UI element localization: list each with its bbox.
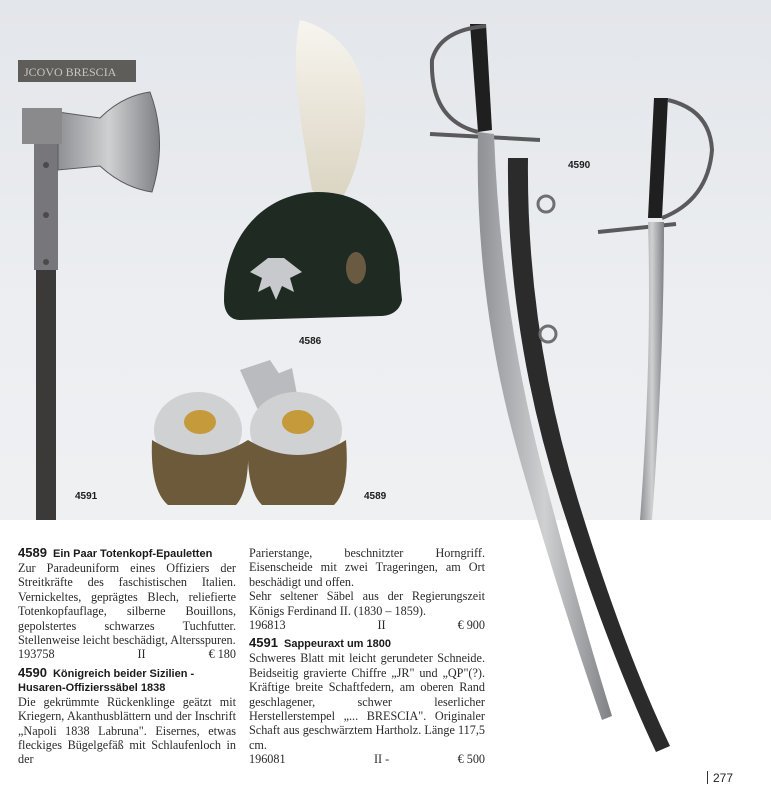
text-column-left [18, 546, 236, 767]
axe-blade [58, 92, 160, 192]
entry-body-4591: Schweres Blatt mit leicht gerundeter Schneide. Beidseitig gravierte Chiffre „JR" und „QP"(?). Kräftige breite Schaftfedern, am oberen Rand geschlagener, schwer leserlicher Herstellerstempel „... BRESCIA". Originaler Schaft aus geschwärztem Hartholz. Länge 117,5 cm. [249, 651, 485, 752]
text-column-right [249, 546, 485, 769]
entry-number-4590: 4590 [18, 664, 47, 680]
entry-body-4590: Die gekrümmte Rückenklinge geätzt mit Kriegern, Akanthusblättern und der Inschrift „Napoli 1838 Labruna". Eisernes, etwas fleckiges Bügelgefäß mit Schlaufenloch in der [18, 694, 236, 767]
grade-4590: II [377, 618, 386, 633]
entry-body-4589: Zur Paradeuniform eines Offiziers der Streitkräfte des faschistischen Italien. Vernickeltes, geprägtes Blech, reliefierte Totenkopfauflage, silberne Bouillons, gepolstertes schwarzes Tuchfutter. Stellenweise leicht beschädigt, Altersspuren. [18, 561, 236, 648]
inventory-4589: 193758 [18, 647, 55, 662]
grade-4589: II [137, 647, 146, 662]
price-4591: € 500 [457, 752, 485, 767]
epaulettes-4589 [152, 360, 347, 505]
price-4589: € 180 [208, 647, 236, 662]
helmet-4586 [224, 20, 402, 320]
sabre-second [598, 98, 712, 520]
page-number-value: 277 [713, 771, 734, 785]
price-4590: € 900 [457, 618, 485, 633]
entry-heading-4590: Königreich beider Sizilien - Husaren-Offizierssäbel 1838 [18, 667, 195, 694]
entry-meta-4591 [249, 752, 485, 766]
axe-socket [22, 108, 62, 144]
helmet-plume [296, 20, 365, 210]
sabre-second-grip [648, 98, 668, 218]
lot-label-4591: 4591 [75, 491, 98, 502]
entry-number-4591: 4591 [249, 635, 278, 651]
axe-stamp-text: JCOVO BRESCIA [24, 65, 117, 79]
entry-meta-4589 [18, 647, 236, 661]
inventory-4590: 196813 [249, 618, 286, 633]
lot-label-4589: 4589 [364, 491, 387, 502]
entry-title-4589 [18, 546, 236, 561]
entry-number-4589: 4589 [18, 545, 47, 560]
sabre-grip [470, 24, 492, 132]
entry-heading-4591: Sappeuraxt um 1800 [283, 638, 391, 651]
entry-heading-4589: Ein Paar Totenkopf-Epauletten [52, 548, 213, 560]
lot-label-4586: 4586 [299, 336, 322, 347]
sabre-second-blade [640, 222, 664, 520]
entry-title-4591 [249, 636, 485, 651]
entry-note-4590: Sehr seltener Säbel aus der Regierungszeit Königs Ferdinand II. (1830 – 1859). [249, 589, 485, 618]
page-number [707, 771, 733, 785]
page-number-divider [707, 771, 708, 784]
helmet-shell [224, 192, 402, 320]
lot-label-4590: 4590 [568, 160, 591, 171]
inventory-4591: 196081 [249, 752, 286, 767]
grade-4591: II - [373, 752, 390, 767]
entry-body-4590-continued: Parierstange, beschnitzter Horngriff. Eisenscheide mit zwei Trageringen, am Ort beschädigt und offen. [249, 546, 485, 589]
entry-meta-4590 [249, 618, 485, 632]
helmet-plume-holder [346, 252, 366, 284]
entry-title-4590 [18, 666, 236, 695]
axe-4591 [18, 60, 160, 520]
